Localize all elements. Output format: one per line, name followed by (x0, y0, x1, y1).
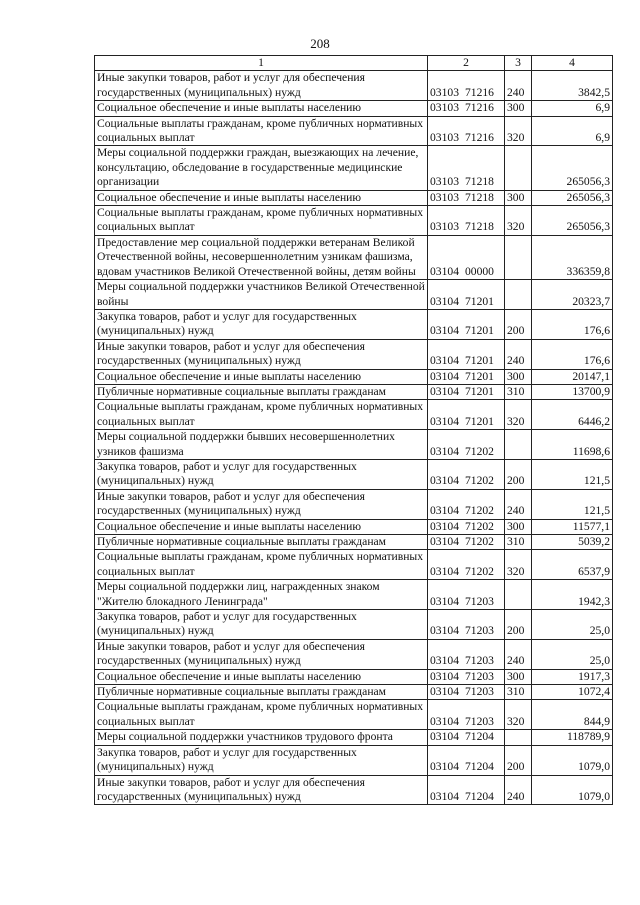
row-description: Социальное обеспечение и иные выплаты населению (95, 669, 428, 684)
program-code: 03104 (430, 294, 459, 308)
table-row (95, 430, 613, 460)
amount: 3842,5 (532, 71, 613, 101)
row-description: Иные закупки товаров, работ и услуг для обеспечения государственных (муниципальных) нужд (95, 775, 428, 805)
target-article-code (428, 309, 505, 339)
direction-code: 71203 (464, 624, 494, 638)
target-article-code (428, 384, 505, 399)
row-description: Публичные нормативные социальные выплаты гражданам (95, 535, 428, 550)
amount: 844,9 (532, 700, 613, 730)
table-row (95, 71, 613, 101)
target-article-code (428, 535, 505, 550)
direction-code: 71201 (464, 354, 494, 368)
expense-type-code (505, 280, 532, 310)
table-row (95, 280, 613, 310)
expense-type-code: 320 (505, 116, 532, 146)
direction-code: 71216 (464, 131, 494, 145)
table-row (95, 730, 613, 745)
table-row (95, 610, 613, 640)
program-code: 03104 (430, 444, 459, 458)
amount: 265056,3 (532, 190, 613, 205)
row-description: Социальное обеспечение и иные выплаты населению (95, 190, 428, 205)
table-row (95, 700, 613, 730)
expense-type-code (505, 430, 532, 460)
expense-type-code (505, 146, 532, 190)
program-code: 03104 (430, 685, 459, 699)
direction-code: 71204 (464, 760, 494, 774)
program-code: 03103 (430, 175, 459, 189)
expense-type-code: 320 (505, 400, 532, 430)
target-article-code (428, 339, 505, 369)
amount: 20147,1 (532, 369, 613, 384)
target-article-code (428, 369, 505, 384)
direction-code: 71204 (464, 730, 494, 744)
amount: 118789,9 (532, 730, 613, 745)
program-code: 03104 (430, 354, 459, 368)
direction-code: 71202 (464, 474, 494, 488)
table-header-row (95, 56, 613, 71)
column-header: 2 (428, 56, 505, 71)
expense-type-code: 300 (505, 519, 532, 534)
column-header: 3 (505, 56, 532, 71)
expense-type-code: 320 (505, 550, 532, 580)
row-description: Иные закупки товаров, работ и услуг для обеспечения государственных (муниципальных) нужд (95, 71, 428, 101)
expense-type-code: 240 (505, 489, 532, 519)
row-description: Закупка товаров, работ и услуг для государственных (муниципальных) нужд (95, 309, 428, 339)
target-article-code (428, 71, 505, 101)
expense-type-code: 310 (505, 685, 532, 700)
expense-type-code: 320 (505, 700, 532, 730)
row-description: Социальное обеспечение и иные выплаты населению (95, 101, 428, 116)
row-description: Социальные выплаты гражданам, кроме публичных нормативных социальных выплат (95, 550, 428, 580)
expense-type-code: 320 (505, 206, 532, 236)
direction-code: 71218 (464, 175, 494, 189)
amount: 1079,0 (532, 775, 613, 805)
program-code: 03104 (430, 730, 459, 744)
program-code: 03104 (430, 654, 459, 668)
row-description: Социальное обеспечение и иные выплаты населению (95, 519, 428, 534)
program-code: 03104 (430, 264, 459, 278)
row-description: Социальные выплаты гражданам, кроме публичных нормативных социальных выплат (95, 116, 428, 146)
row-description: Социальные выплаты гражданам, кроме публичных нормативных социальных выплат (95, 206, 428, 236)
table-row (95, 535, 613, 550)
table-row (95, 384, 613, 399)
expense-type-code: 240 (505, 639, 532, 669)
direction-code: 71216 (464, 101, 494, 115)
target-article-code (428, 459, 505, 489)
row-description: Иные закупки товаров, работ и услуг для обеспечения государственных (муниципальных) нужд (95, 639, 428, 669)
program-code: 03103 (430, 101, 459, 115)
direction-code: 71202 (464, 444, 494, 458)
row-description: Меры социальной поддержки бывших несовершеннолетних узников фашизма (95, 430, 428, 460)
direction-code: 71201 (464, 414, 494, 428)
table-row (95, 116, 613, 146)
target-article-code (428, 235, 505, 279)
target-article-code (428, 745, 505, 775)
amount: 6,9 (532, 116, 613, 146)
program-code: 03103 (430, 85, 459, 99)
amount: 11577,1 (532, 519, 613, 534)
direction-code: 71201 (464, 294, 494, 308)
page-number: 208 (310, 36, 330, 51)
target-article-code (428, 190, 505, 205)
row-description: Меры социальной поддержки лиц, награжденных знаком "Жителю блокадного Ленинграда" (95, 580, 428, 610)
row-description: Меры социальной поддержки граждан, выезжающих на лечение, консультацию, обследование в государственные медицинские организации (95, 146, 428, 190)
direction-code: 71202 (464, 535, 494, 548)
amount: 1072,4 (532, 685, 613, 700)
table-body (95, 71, 613, 805)
amount: 1079,0 (532, 745, 613, 775)
program-code: 03104 (430, 384, 459, 398)
program-code: 03104 (430, 474, 459, 488)
amount: 265056,3 (532, 146, 613, 190)
expense-type-code: 300 (505, 369, 532, 384)
direction-code: 71202 (464, 504, 494, 518)
program-code: 03104 (430, 519, 459, 533)
budget-table (94, 55, 613, 805)
target-article-code (428, 430, 505, 460)
row-description: Закупка товаров, работ и услуг для государственных (муниципальных) нужд (95, 459, 428, 489)
table-row (95, 369, 613, 384)
table-row (95, 685, 613, 700)
program-code: 03104 (430, 624, 459, 638)
column-header: 4 (532, 56, 613, 71)
amount: 25,0 (532, 610, 613, 640)
amount: 121,5 (532, 489, 613, 519)
expense-type-code: 240 (505, 339, 532, 369)
amount: 13700,9 (532, 384, 613, 399)
row-description: Социальное обеспечение и иные выплаты населению (95, 369, 428, 384)
table-row (95, 669, 613, 684)
expense-type-code: 200 (505, 745, 532, 775)
amount: 265056,3 (532, 206, 613, 236)
expense-type-code (505, 730, 532, 745)
amount: 11698,6 (532, 430, 613, 460)
table-row (95, 489, 613, 519)
program-code: 03104 (430, 414, 459, 428)
program-code: 03103 (430, 220, 459, 234)
direction-code: 71203 (464, 594, 494, 608)
target-article-code (428, 280, 505, 310)
amount: 5039,2 (532, 535, 613, 550)
target-article-code (428, 116, 505, 146)
row-description: Социальные выплаты гражданам, кроме публичных нормативных социальных выплат (95, 400, 428, 430)
target-article-code (428, 685, 505, 700)
program-code: 03104 (430, 760, 459, 774)
target-article-code (428, 400, 505, 430)
table-row (95, 400, 613, 430)
expense-type-code: 310 (505, 384, 532, 399)
target-article-code (428, 700, 505, 730)
row-description: Меры социальной поддержки участников Великой Отечественной войны (95, 280, 428, 310)
amount: 1917,3 (532, 669, 613, 684)
program-code: 03103 (430, 190, 459, 204)
direction-code: 71202 (464, 564, 494, 578)
row-description: Иные закупки товаров, работ и услуг для обеспечения государственных (муниципальных) нужд (95, 489, 428, 519)
program-code: 03104 (430, 669, 459, 683)
target-article-code (428, 519, 505, 534)
program-code: 03103 (430, 131, 459, 145)
table-row (95, 775, 613, 805)
direction-code: 71203 (464, 669, 494, 683)
direction-code: 00000 (464, 264, 494, 278)
expense-type-code: 200 (505, 459, 532, 489)
expense-type-code: 200 (505, 309, 532, 339)
direction-code: 71218 (464, 190, 494, 204)
table-row (95, 745, 613, 775)
amount: 121,5 (532, 459, 613, 489)
expense-type-code (505, 235, 532, 279)
expense-type-code: 240 (505, 775, 532, 805)
table-row (95, 639, 613, 669)
target-article-code (428, 550, 505, 580)
program-code: 03104 (430, 789, 459, 803)
column-header: 1 (95, 56, 428, 71)
program-code: 03104 (430, 504, 459, 518)
target-article-code (428, 206, 505, 236)
row-description: Закупка товаров, работ и услуг для государственных (муниципальных) нужд (95, 610, 428, 640)
row-description: Предоставление мер социальной поддержки ветеранам Великой Отечественной войны, несовершеннолетним узникам фашизма, вдовам участников Великой Отечественной войны, детям войны (95, 235, 428, 279)
target-article-code (428, 775, 505, 805)
amount: 1942,3 (532, 580, 613, 610)
expense-type-code: 300 (505, 101, 532, 116)
amount: 25,0 (532, 639, 613, 669)
expense-type-code: 200 (505, 610, 532, 640)
direction-code: 71218 (464, 220, 494, 234)
row-description: Публичные нормативные социальные выплаты гражданам (95, 685, 428, 700)
table-row (95, 519, 613, 534)
program-code: 03104 (430, 714, 459, 728)
program-code: 03104 (430, 324, 459, 338)
table-row (95, 146, 613, 190)
amount: 6446,2 (532, 400, 613, 430)
table-row (95, 235, 613, 279)
amount: 336359,8 (532, 235, 613, 279)
target-article-code (428, 610, 505, 640)
row-description: Закупка товаров, работ и услуг для государственных (муниципальных) нужд (95, 745, 428, 775)
amount: 176,6 (532, 309, 613, 339)
amount: 6,9 (532, 101, 613, 116)
program-code: 03104 (430, 369, 459, 383)
expense-type-code: 300 (505, 669, 532, 684)
table-row (95, 309, 613, 339)
program-code: 03104 (430, 594, 459, 608)
row-description: Иные закупки товаров, работ и услуг для обеспечения государственных (муниципальных) нужд (95, 339, 428, 369)
target-article-code (428, 489, 505, 519)
target-article-code (428, 101, 505, 116)
program-code: 03104 (430, 535, 459, 548)
target-article-code (428, 146, 505, 190)
table-row (95, 101, 613, 116)
expense-type-code: 300 (505, 190, 532, 205)
direction-code: 71203 (464, 685, 494, 699)
amount: 6537,9 (532, 550, 613, 580)
expense-type-code: 240 (505, 71, 532, 101)
amount: 20323,7 (532, 280, 613, 310)
target-article-code (428, 580, 505, 610)
amount: 176,6 (532, 339, 613, 369)
target-article-code (428, 730, 505, 745)
row-description: Публичные нормативные социальные выплаты гражданам (95, 384, 428, 399)
direction-code: 71202 (464, 519, 494, 533)
row-description: Меры социальной поддержки участников трудового фронта (95, 730, 428, 745)
direction-code: 71201 (464, 369, 494, 383)
table-row (95, 459, 613, 489)
target-article-code (428, 639, 505, 669)
expense-type-code: 310 (505, 535, 532, 550)
table-row (95, 580, 613, 610)
program-code: 03104 (430, 564, 459, 578)
expense-type-code (505, 580, 532, 610)
table-row (95, 550, 613, 580)
table-row (95, 190, 613, 205)
direction-code: 71201 (464, 384, 494, 398)
table-row (95, 339, 613, 369)
direction-code: 71201 (464, 324, 494, 338)
target-article-code (428, 669, 505, 684)
table-row (95, 206, 613, 236)
direction-code: 71203 (464, 714, 494, 728)
direction-code: 71216 (464, 85, 494, 99)
direction-code: 71204 (464, 789, 494, 803)
direction-code: 71203 (464, 654, 494, 668)
row-description: Социальные выплаты гражданам, кроме публичных нормативных социальных выплат (95, 700, 428, 730)
